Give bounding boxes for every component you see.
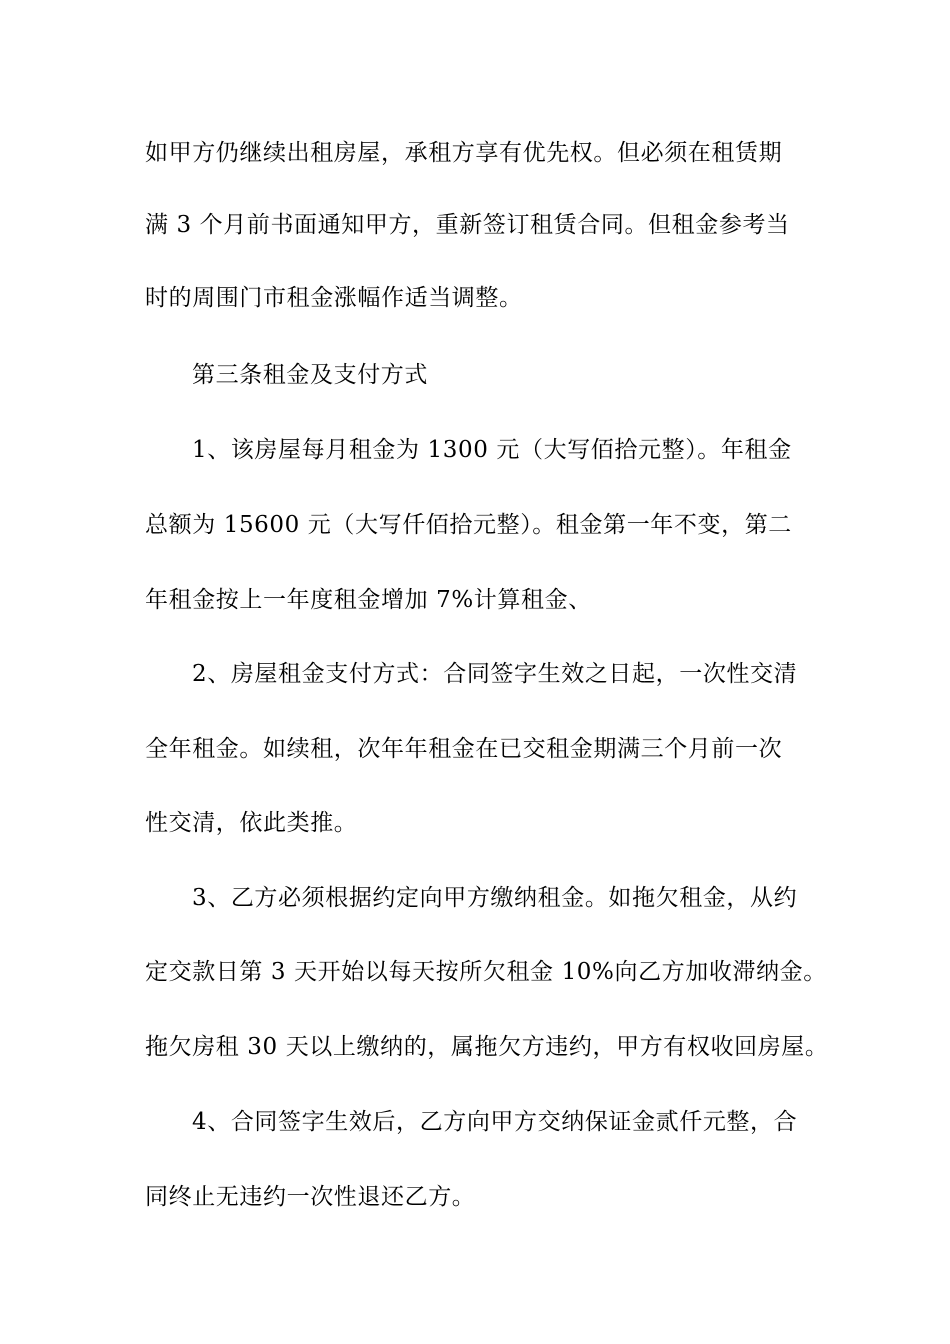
section-heading: 第三条租金及支付方式 — [192, 362, 428, 388]
paragraph-line: 性交清，依此类推。 — [145, 810, 358, 836]
paragraph-line: 1、该房屋每月租金为 1300 元（大写佰拾元整）。年租金 — [192, 437, 792, 463]
paragraph-line: 4、合同签字生效后，乙方向甲方交纳保证金贰仟元整，合 — [192, 1109, 798, 1135]
paragraph-line: 定交款日第 3 天开始以每天按所欠租金 10%向乙方加收滞纳金。 — [145, 959, 827, 985]
paragraph-line: 满 3 个月前书面通知甲方，重新签订租赁合同。但租金参考当 — [145, 212, 790, 238]
paragraph-line: 年租金按上一年度租金增加 7%计算租金、 — [145, 587, 592, 613]
paragraph-line: 同终止无违约一次性退还乙方。 — [145, 1184, 476, 1210]
paragraph-line: 全年租金。如续租，次年年租金在已交租金期满三个月前一次 — [145, 736, 783, 762]
paragraph-line: 拖欠房租 30 天以上缴纳的，属拖欠方违约，甲方有权收回房屋。 — [145, 1034, 829, 1060]
paragraph-line: 总额为 15600 元（大写仟佰拾元整）。租金第一年不变，第二 — [145, 512, 792, 538]
paragraph-line: 2、房屋租金支付方式：合同签字生效之日起，一次性交清 — [192, 661, 798, 687]
paragraph-line: 3、乙方必须根据约定向甲方缴纳租金。如拖欠租金，从约 — [192, 885, 798, 911]
paragraph-line: 如甲方仍继续出租房屋，承租方享有优先权。但必须在租赁期 — [145, 140, 783, 166]
paragraph-line: 时的周围门市租金涨幅作适当调整。 — [145, 285, 523, 311]
